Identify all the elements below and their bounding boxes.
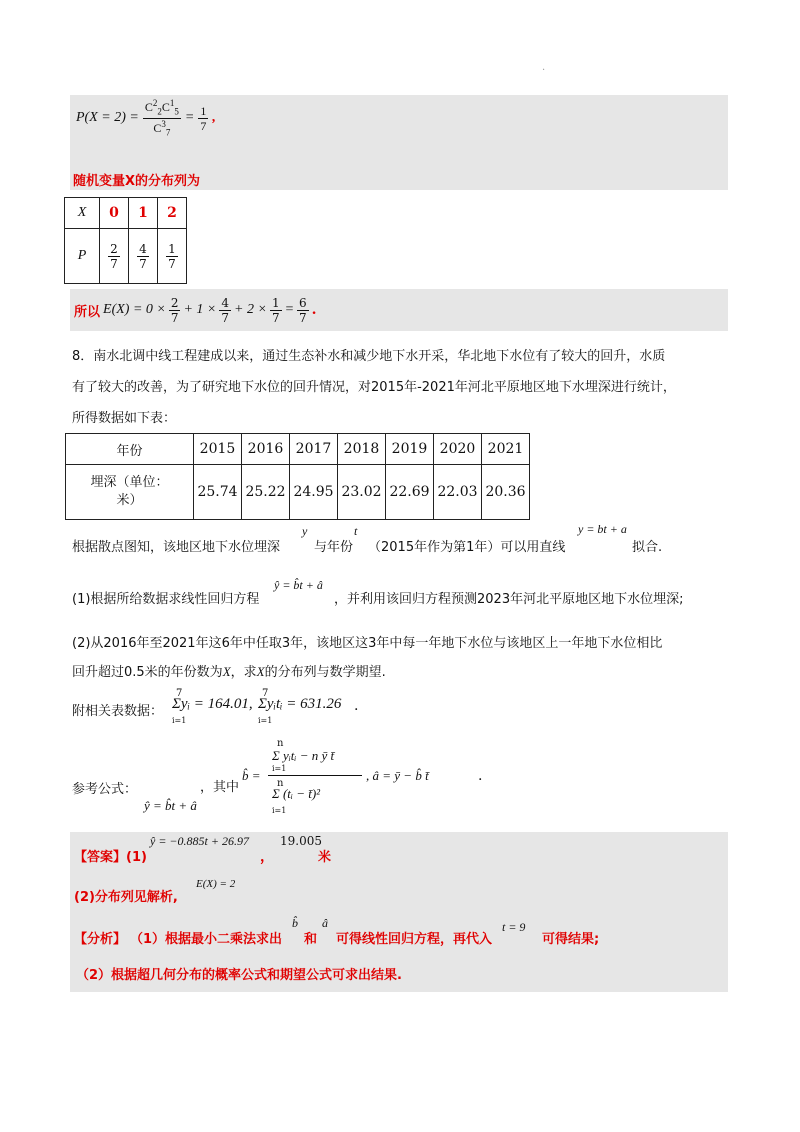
expect-line: 所以 E(X) = 0 × $\frac{2}{7}$ + 1 × $\frac{4}{7}$ + 2 × $\frac{1}{7}$ = $\frac{6}{7}$ .: [74, 295, 317, 325]
answer-line-1: 【答案】(1) ŷ = −0.885t + 26.97 ， 19.005 米: [74, 834, 332, 865]
expect-prefix: 所以: [74, 304, 101, 320]
dist-p-label: P: [65, 229, 100, 284]
depth-cell: 25.74: [194, 465, 242, 520]
answer-line-2: (2)分布列见解析, E(X) = 2: [74, 878, 236, 905]
distribution-table: [64, 197, 187, 284]
depth-cell: 24.95: [290, 465, 338, 520]
dist-p-0: $\frac{2}{7}$: [100, 229, 129, 284]
depth-header: 埋深（单位： 米）: [66, 465, 194, 520]
dist-p-1: $\frac{4}{7}$: [129, 229, 158, 284]
data-table: [65, 433, 530, 520]
problem-line-2: 有了较大的改善，为了研究地下水位的回升情况，对2015年-2021年河北平原地区地下水埋深进行统计，: [72, 380, 676, 395]
year-cell: 2019: [386, 434, 434, 465]
dist-p-2: $\frac{1}{7}$: [158, 229, 187, 284]
year-cell: 2018: [338, 434, 386, 465]
year-cell: 2020: [434, 434, 482, 465]
question-2-line-2: 回升超过0.5米的年份数为X，求X的分布列与数学期望.: [72, 664, 386, 680]
scatter-line: 根据散点图知，该地区地下水位埋深 y 与年份 t （2015年作为第1年）可以用直线 y = bt + a 拟合.: [72, 522, 663, 555]
year-header: 年份: [66, 434, 194, 465]
depth-cell: 22.69: [386, 465, 434, 520]
dist-heading: 随机变量X的分布列为: [73, 174, 201, 189]
comb-fraction: $\frac{C^2_2C^1_5}{C^3_7}$: [144, 98, 179, 137]
aux-data: 附相关表数据： 7 i=1 Σyᵢ = 164.01, 7 i=1 Σyᵢtᵢ = 631.26 .: [72, 688, 359, 725]
prob-line: P(X = 2) = $\frac{C^2_2C^1_5}{C^3_7}$ = $\frac{1}{7}$ ,: [76, 98, 216, 137]
analysis-line-1: 【分析】 （1）根据最小二乘法求出 b̂ 和 â 可得线性回归方程，再代入 t = 9 可得结果;: [74, 916, 600, 947]
year-cell: 2015: [194, 434, 242, 465]
depth-cell: 23.02: [338, 465, 386, 520]
dist-x-2: 2: [158, 198, 187, 229]
dist-x-label: X: [65, 198, 100, 229]
depth-cell: 25.22: [242, 465, 290, 520]
year-cell: 2017: [290, 434, 338, 465]
page-dot: .: [542, 62, 546, 73]
dist-x-1: 1: [129, 198, 158, 229]
analysis-line-2: （2）根据超几何分布的概率公式和期望公式可求出结果.: [76, 968, 402, 983]
problem-line-3: 所得数据如下表：: [72, 411, 177, 426]
prob-lhs: P(X = 2) =: [76, 110, 139, 125]
year-cell: 2016: [242, 434, 290, 465]
dist-x-0: 0: [100, 198, 129, 229]
question-1: (1)根据所给数据求线性回归方程 ŷ = b̂t + â ，并利用该回归方程预测2023年河北平原地区地下水位埋深;: [72, 578, 684, 607]
problem-line-1: 8．南水北调中线工程建成以来，通过生态补水和减少地下水开采，华北地下水位有了较大的回升，水质: [72, 349, 666, 364]
year-cell: 2021: [482, 434, 530, 465]
prob-result: $\frac{1}{7}$: [200, 103, 207, 133]
question-2-line-1: (2)从2016年至2021年这6年中任取3年，该地区这3年中每一年地下水位与该地区上一年地下水位相比: [72, 636, 663, 651]
depth-cell: 20.36: [482, 465, 530, 520]
depth-cell: 22.03: [434, 465, 482, 520]
reference-formula: 参考公式： ŷ = b̂t + â ，其中 b̂ = n Σ yᵢtᵢ − n ȳ t̄ i=1 n Σ (tᵢ − t̄)² i=1 , â = ȳ − b̂ t̄ .: [72, 738, 483, 815]
